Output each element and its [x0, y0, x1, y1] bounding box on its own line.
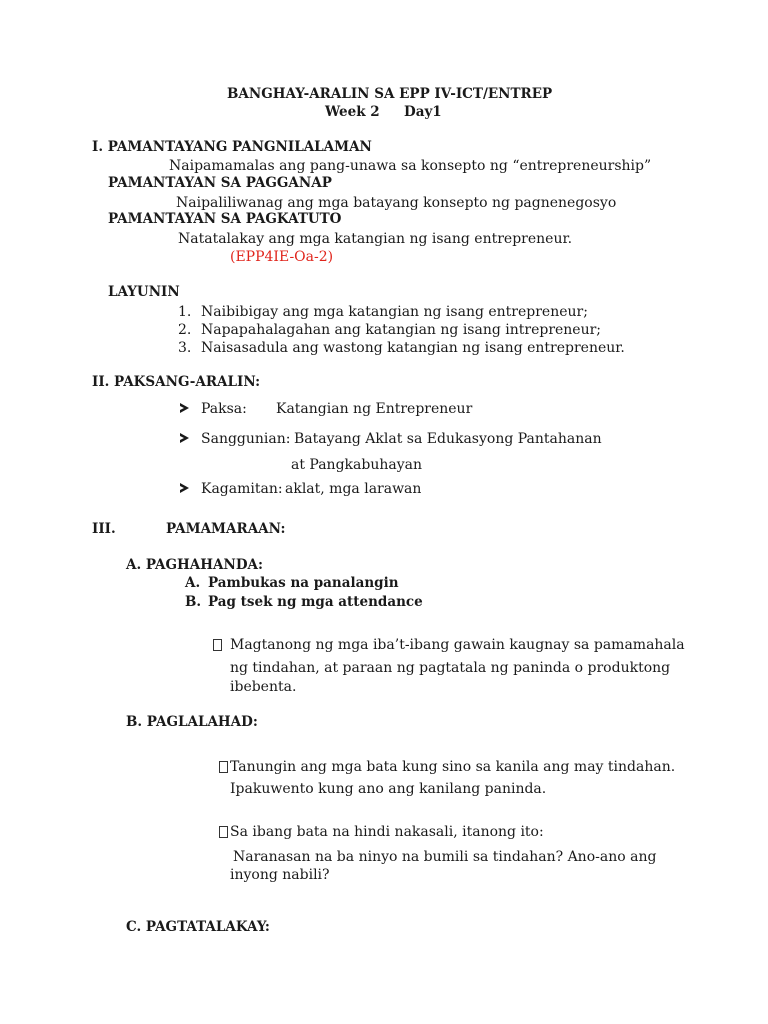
presentation-bullet-line: inyong nabili?: [230, 867, 330, 883]
performance-standard-heading: PAMANTAYAN SA PAGGANAP: [108, 175, 332, 191]
objective-number: 3.: [178, 340, 192, 356]
presentation-bullet-line: Sa ibang bata na hindi nakasali, itanong ito:: [230, 824, 544, 840]
sub-item-text: Pambukas na panalangin: [208, 575, 399, 591]
bullet-box-icon: [219, 761, 228, 773]
objective-number: 2.: [178, 322, 192, 338]
bullet-box-icon: [219, 826, 228, 838]
reference-value: Batayang Aklat sa Edukasyong Pantahanan: [294, 431, 602, 447]
objective-item: Napapahalagahan ang katangian ng isang intrepreneur;: [201, 322, 602, 338]
objective-item: Naibibigay ang mga katangian ng isang entrepreneur;: [201, 304, 588, 320]
reference-label: Sanggunian:: [201, 431, 291, 447]
discussion-heading: C. PAGTATALAKAY:: [126, 919, 270, 935]
content-standard-text: Naipamamalas ang pang-unawa sa konsepto ng “entrepreneurship”: [169, 158, 652, 174]
section1-heading: I. PAMANTAYANG PANGNILALAMAN: [92, 139, 372, 155]
sub-item-letter: A.: [185, 575, 201, 591]
preparation-bullet-line: ibebenta.: [230, 679, 297, 695]
arrow-bullet-icon: [180, 483, 189, 493]
week-label: Week 2: [325, 104, 380, 120]
objective-number: 1.: [178, 304, 192, 320]
materials-value: aklat, mga larawan: [285, 481, 422, 497]
topic-label: Paksa:: [201, 401, 247, 417]
learning-standard-heading: PAMANTAYAN SA PAGKATUTO: [108, 211, 342, 227]
topic-value: Katangian ng Entrepreneur: [276, 401, 473, 417]
presentation-heading: B. PAGLALAHAD:: [126, 714, 258, 730]
materials-label: Kagamitan:: [201, 481, 283, 497]
presentation-bullet-line: Ipakuwento kung ano ang kanilang paninda.: [230, 781, 547, 797]
performance-standard-text: Naipaliliwanag ang mga batayang konsepto ng pagnenegosyo: [176, 195, 617, 211]
sub-item-text: Pag tsek ng mga attendance: [208, 594, 423, 610]
learning-standard-text: Natatalakay ang mga katangian ng isang entrepreneur.: [178, 231, 573, 247]
bullet-box-icon: [213, 639, 222, 651]
arrow-bullet-icon: [180, 433, 189, 443]
arrow-bullet-icon: [180, 403, 189, 413]
document-title: BANGHAY-ARALIN SA EPP IV-ICT/ENTREP: [227, 86, 553, 102]
competency-code: (EPP4IE-Oa-2): [230, 249, 334, 265]
reference-value-continued: at Pangkabuhayan: [291, 457, 422, 473]
objectives-heading: LAYUNIN: [108, 284, 180, 300]
day-label: Day1: [404, 104, 442, 120]
preparation-bullet-line: Magtanong ng mga iba’t-ibang gawain kaugnay sa pamamahala: [230, 637, 685, 653]
preparation-bullet-line: ng tindahan, at paraan ng pagtatala ng paninda o produktong: [230, 660, 671, 676]
section3-number: III.: [92, 521, 116, 537]
objective-item: Naisasadula ang wastong katangian ng isang entrepreneur.: [201, 340, 625, 356]
section2-heading: II. PAKSANG-ARALIN:: [92, 374, 261, 390]
sub-item-letter: B.: [185, 594, 202, 610]
preparation-heading: A. PAGHAHANDA:: [126, 557, 264, 573]
presentation-bullet-line: Naranasan na ba ninyo na bumili sa tindahan? Ano-ano ang: [233, 849, 657, 865]
section3-heading: PAMAMARAAN:: [166, 521, 286, 537]
presentation-bullet-line: Tanungin ang mga bata kung sino sa kanila ang may tindahan.: [230, 759, 676, 775]
